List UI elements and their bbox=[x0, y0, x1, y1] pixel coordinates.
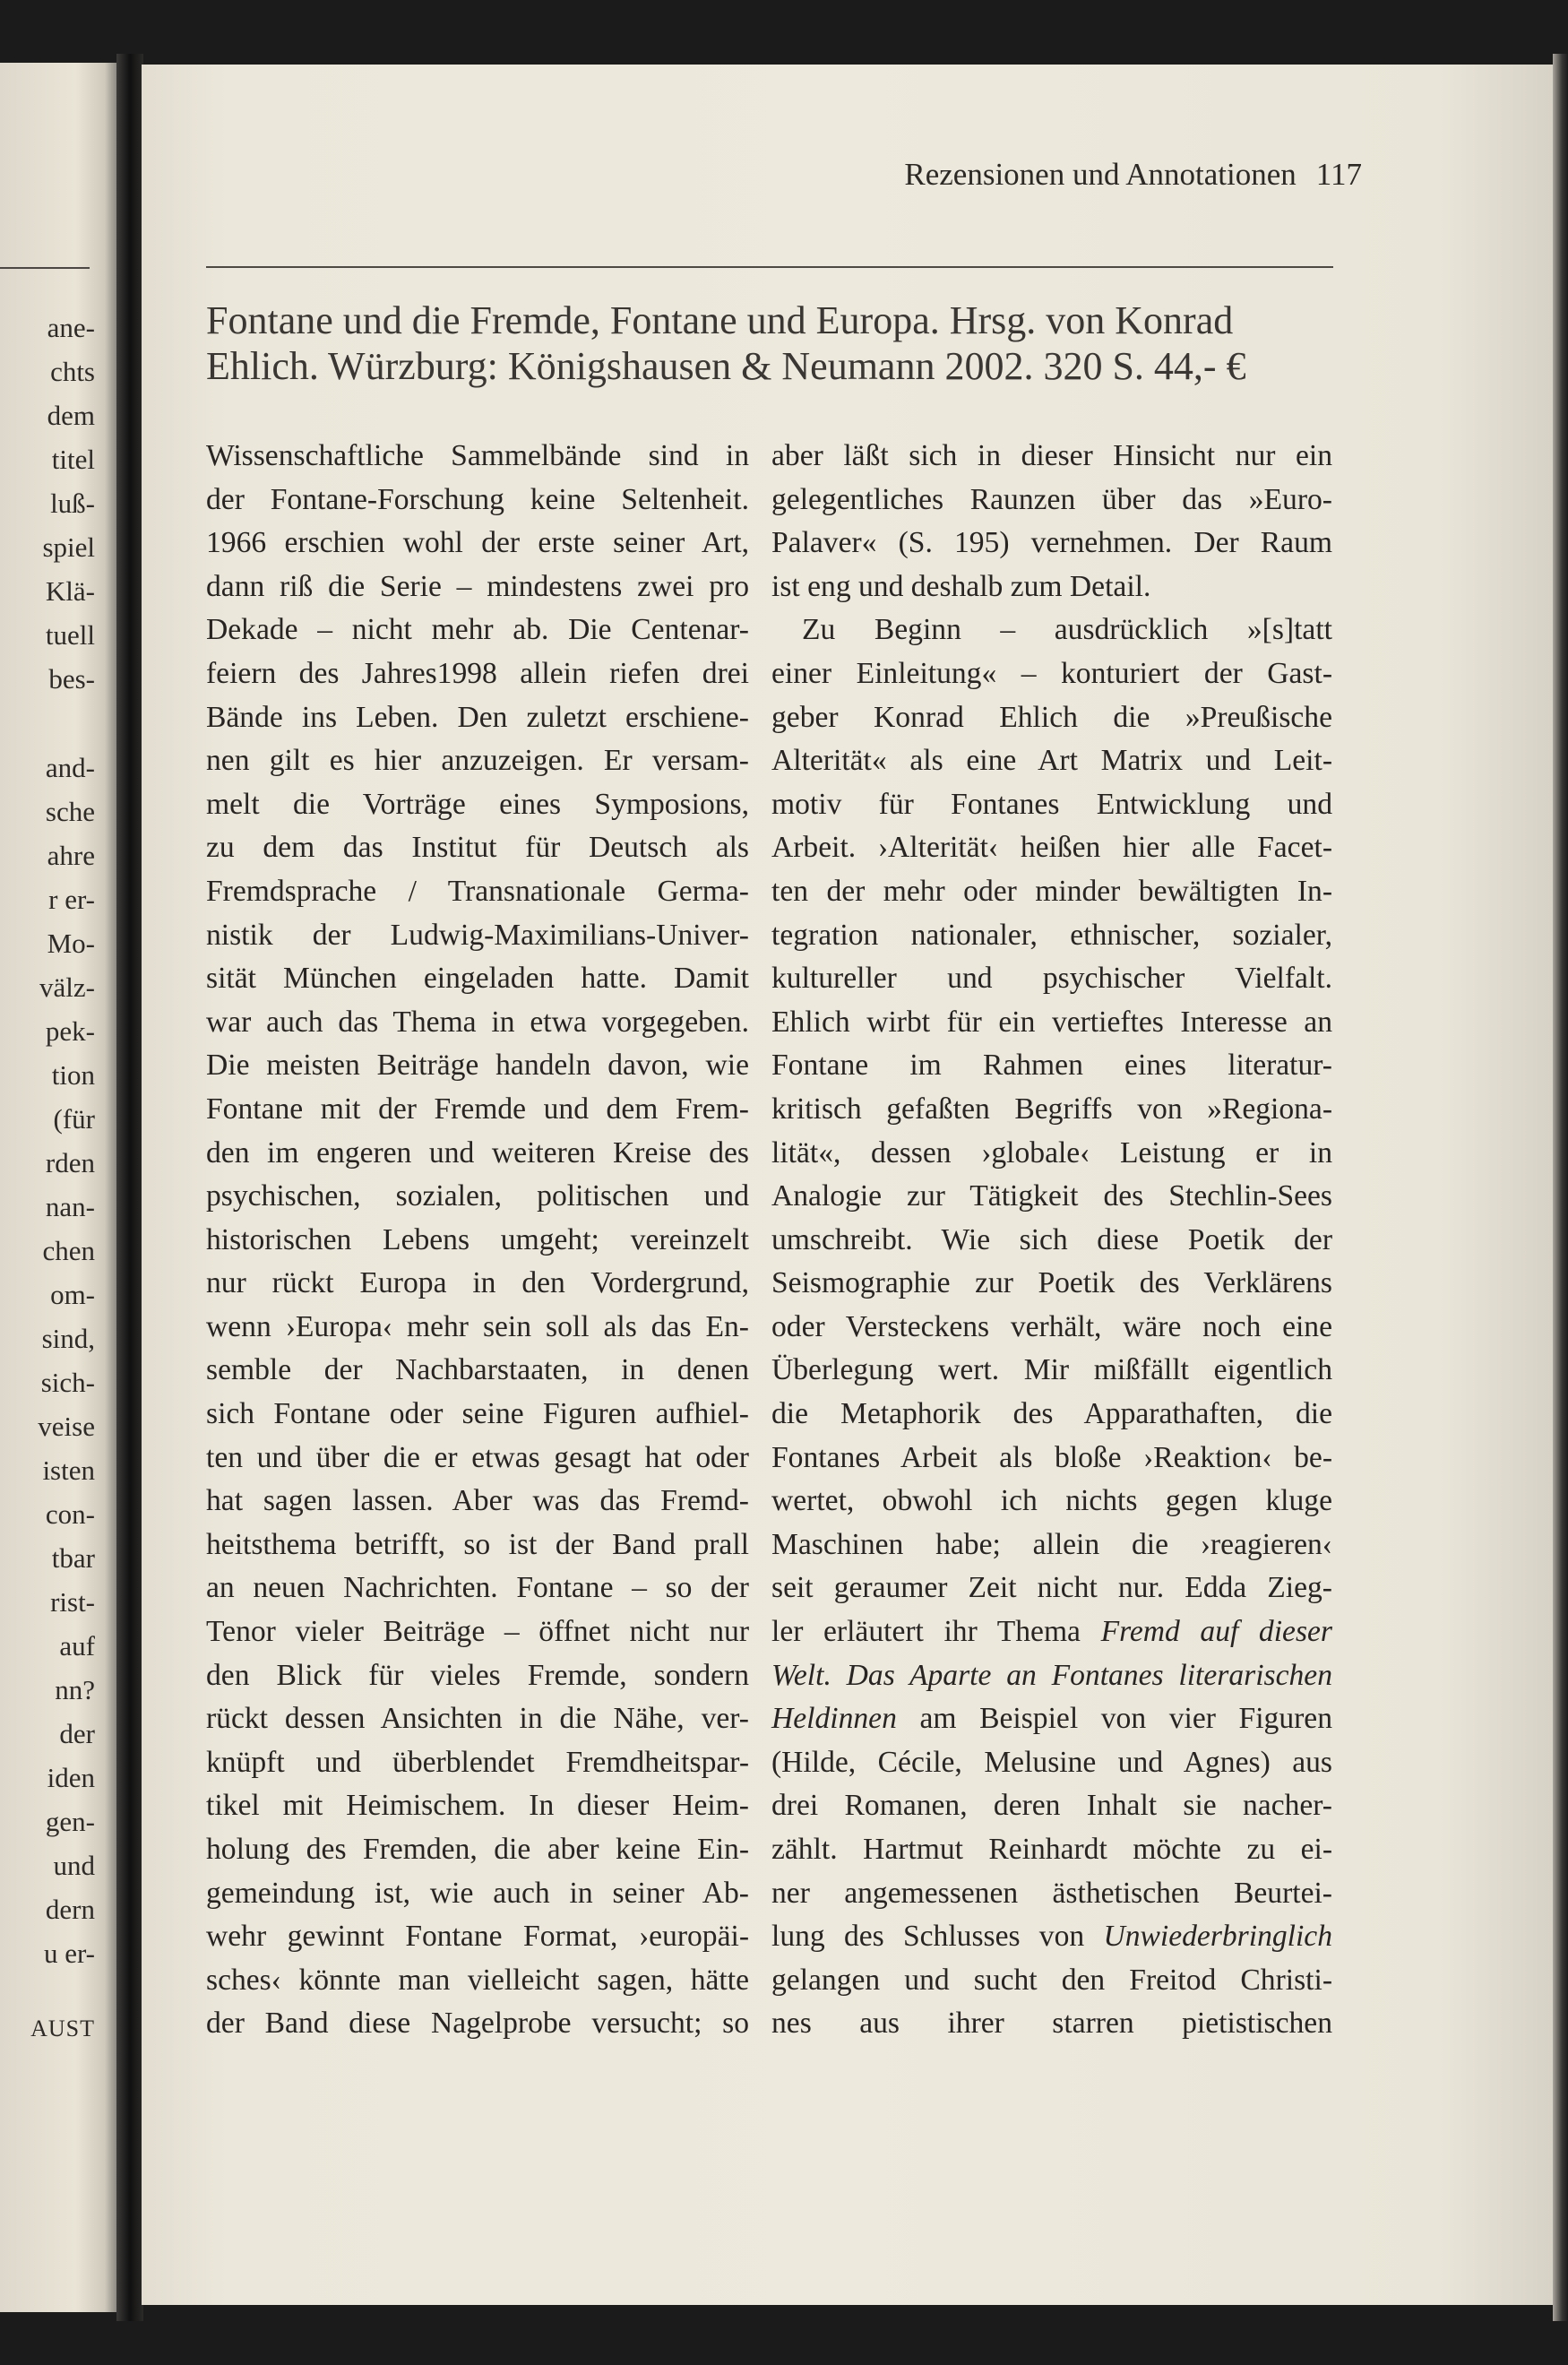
text-line: Dekade – nicht mehr ab. Die Centenar- bbox=[206, 613, 749, 647]
text-line: nes aus ihrer starren pietistischen bbox=[771, 2007, 1332, 2041]
text-line: Fontane mit der Fremde und dem Frem- bbox=[206, 1092, 749, 1126]
left-page-fragment: dem bbox=[47, 400, 95, 431]
text-line: Fontane im Rahmen eines literatur- bbox=[771, 1049, 1332, 1083]
text-line: aber läßt sich in dieser Hinsicht nur ein bbox=[771, 439, 1332, 472]
left-page-fragment: luß- bbox=[50, 488, 95, 519]
text-line: Fremdsprache / Transnationale Germa- bbox=[206, 874, 749, 908]
left-page-fragment: auf bbox=[59, 1630, 95, 1662]
left-page-fragment: pek- bbox=[45, 1015, 95, 1047]
text-line: (Hilde, Cécile, Melusine und Agnes) aus bbox=[771, 1745, 1332, 1779]
text-line: kultureller und psychischer Vielfalt. bbox=[771, 962, 1332, 996]
text-line: sches‹ könnte man vielleicht sagen, hätte bbox=[206, 1963, 749, 1997]
text-line: an neuen Nachrichten. Fontane – so der bbox=[206, 1571, 749, 1605]
book-gutter bbox=[116, 54, 143, 2321]
text-line: zählt. Hartmut Reinhardt möchte zu ei- bbox=[771, 1833, 1332, 1866]
text-line: historischen Lebens umgeht; vereinzelt bbox=[206, 1222, 749, 1256]
left-page-fragment: ahre bbox=[47, 840, 95, 871]
text-line: tegration nationaler, ethnischer, sozialer, bbox=[771, 918, 1332, 952]
text-line: der Band diese Nagelprobe versucht; so bbox=[206, 2007, 749, 2041]
text-line: nistik der Ludwig-Maximilians-Univer- bbox=[206, 918, 749, 952]
text-line: 1966 erschien wohl der erste seiner Art, bbox=[206, 526, 749, 560]
text-line: nur rückt Europa in den Vordergrund, bbox=[206, 1266, 749, 1300]
text-line: ner angemessenen ästhetischen Beurtei- bbox=[771, 1876, 1332, 1910]
text-column-left bbox=[206, 435, 749, 2046]
left-page-fragment: Mo- bbox=[47, 928, 95, 959]
italic-title: Heldinnen bbox=[771, 1702, 897, 1736]
left-page-fragment: u er- bbox=[43, 1938, 95, 1969]
text-line: holung des Fremden, die aber keine Ein- bbox=[206, 1833, 749, 1866]
text-line: sität München eingeladen hatte. Damit bbox=[206, 962, 749, 996]
text-line: ist eng und deshalb zum Detail. bbox=[771, 569, 1151, 603]
text-line: geber Konrad Ehlich die »Preußische bbox=[771, 700, 1332, 734]
text-line: der Fontane-Forschung keine Seltenheit. bbox=[206, 482, 749, 516]
text-line: Bände ins Leben. Den zuletzt erschiene- bbox=[206, 700, 749, 734]
text-line: gelangen und sucht den Freitod Christi- bbox=[771, 1963, 1332, 1997]
text-line: wenn ›Europa‹ mehr sein soll als das En- bbox=[206, 1309, 749, 1343]
text-line: Fontanes Arbeit als bloße ›Reaktion‹ be- bbox=[771, 1440, 1332, 1474]
text-line: feiern des Jahres1998 allein riefen drei bbox=[206, 656, 749, 690]
text-line bbox=[771, 1610, 1332, 1654]
text-line: Wissenschaftliche Sammelbände sind in bbox=[206, 439, 749, 472]
text-line bbox=[771, 1697, 1332, 1741]
running-head-title: Rezensionen und Annotationen bbox=[904, 157, 1297, 192]
left-page-header-rule bbox=[0, 267, 90, 269]
left-page-fragment: sind, bbox=[41, 1323, 95, 1354]
text-line: zu dem das Institut für Deutsch als bbox=[206, 831, 749, 865]
left-page-fragment: nan- bbox=[45, 1191, 95, 1222]
text-line: Arbeit. ›Alterität‹ heißen hier alle Facet- bbox=[771, 831, 1332, 865]
text-line: war auch das Thema in etwa vorgegeben. bbox=[206, 1005, 749, 1039]
left-page-fragment: sche bbox=[45, 796, 95, 827]
left-page-fragment: välz- bbox=[39, 971, 95, 1003]
text-line: tikel mit Heimischem. In dieser Heim- bbox=[206, 1789, 749, 1823]
text-line: rückt dessen Ansichten in die Nähe, ver- bbox=[206, 1702, 749, 1736]
text-line: Ehlich wirbt für ein vertieftes Interesse an bbox=[771, 1005, 1332, 1039]
left-page-edge bbox=[0, 63, 116, 2312]
left-page-fragment: (für bbox=[53, 1103, 95, 1135]
left-page-fragment: ane- bbox=[47, 312, 95, 343]
left-page-fragment: rden bbox=[45, 1147, 95, 1178]
text-line: Analogie zur Tätigkeit des Stechlin-Sees bbox=[771, 1179, 1332, 1213]
text-line: melt die Vorträge eines Symposions, bbox=[206, 787, 749, 821]
text-line: knüpft und überblendet Fremdheitspar- bbox=[206, 1745, 749, 1779]
left-page-fragment: spiel bbox=[42, 531, 95, 563]
left-page-fragment: sich- bbox=[40, 1367, 95, 1398]
text-line: sich Fontane oder seine Figuren aufhiel- bbox=[206, 1397, 749, 1431]
text-line: wertet, obwohl ich nichts gegen kluge bbox=[771, 1484, 1332, 1518]
right-page-edge bbox=[1553, 54, 1568, 2321]
text-line: drei Romanen, deren Inhalt sie nacher- bbox=[771, 1789, 1332, 1823]
left-page-fragment: gen- bbox=[45, 1806, 95, 1837]
left-page-fragment: und bbox=[53, 1850, 95, 1881]
text-line: Tenor vieler Beiträge – öffnet nicht nur bbox=[206, 1615, 749, 1649]
text-line: den im engeren und weiteren Kreise des bbox=[206, 1135, 749, 1170]
running-head bbox=[904, 157, 1362, 193]
text-line: Alterität« als eine Art Matrix und Leit- bbox=[771, 744, 1332, 778]
text-line: wehr gewinnt Fontane Format, ›europäi- bbox=[206, 1920, 749, 1954]
text-line: dann riß die Serie – mindestens zwei pro bbox=[206, 569, 749, 603]
text-line: semble der Nachbarstaaten, in denen bbox=[206, 1353, 749, 1387]
left-page-fragment: tion bbox=[51, 1059, 95, 1091]
text-line: nen gilt es hier anzuzeigen. Er versam- bbox=[206, 744, 749, 778]
left-page-fragment: AUST bbox=[30, 2015, 95, 2041]
text-line: hat sagen lassen. Aber was das Fremd- bbox=[206, 1484, 749, 1518]
italic-title: Welt. Das Aparte an Fontanes literarischen bbox=[771, 1658, 1332, 1692]
text-line: lität«, dessen ›globale‹ Leistung er in bbox=[771, 1135, 1332, 1170]
text-line: Überlegung wert. Mir mißfällt eigentlich bbox=[771, 1353, 1332, 1387]
left-page-fragment: and- bbox=[45, 752, 95, 783]
left-page-fragment: isten bbox=[42, 1454, 95, 1486]
text-line: Maschinen habe; allein die ›reagieren‹ bbox=[771, 1527, 1332, 1561]
text-line: seit geraumer Zeit nicht nur. Edda Zieg- bbox=[771, 1571, 1332, 1605]
text-fragment: am Beispiel von vier Figuren bbox=[919, 1702, 1332, 1736]
text-line: ten und über die er etwas gesagt hat oder bbox=[206, 1440, 749, 1474]
left-page-fragment: tbar bbox=[51, 1542, 95, 1574]
left-page-fragment: dern bbox=[45, 1894, 95, 1925]
text-fragment: ler erläutert ihr Thema bbox=[771, 1615, 1081, 1649]
left-page-fragment: chts bbox=[50, 356, 95, 387]
text-fragment: lung des Schlusses von bbox=[771, 1920, 1085, 1954]
left-page-fragment: veise bbox=[38, 1411, 95, 1442]
review-title bbox=[206, 298, 1344, 389]
left-page-fragment: bes- bbox=[48, 663, 95, 695]
page-number: 117 bbox=[1315, 157, 1362, 192]
text-line bbox=[771, 1915, 1332, 1959]
left-page-fragment: r er- bbox=[48, 884, 95, 915]
text-line: Seismographie zur Poetik des Verklärens bbox=[771, 1266, 1332, 1300]
text-column-right bbox=[771, 435, 1332, 2046]
text-line: den Blick für vieles Fremde, sondern bbox=[206, 1658, 749, 1692]
text-line: ten der mehr oder minder bewältigten In- bbox=[771, 874, 1332, 908]
left-page-fragment: rist- bbox=[50, 1586, 95, 1618]
left-page-fragment: tuell bbox=[45, 619, 95, 651]
text-line: psychischen, sozialen, politischen und bbox=[206, 1179, 749, 1213]
text-line: Zu Beginn – ausdrücklich »[s]tatt bbox=[802, 613, 1332, 647]
italic-title: Unwiederbringlich bbox=[1103, 1920, 1332, 1954]
left-page-fragment: chen bbox=[42, 1235, 95, 1266]
left-page-fragment: con- bbox=[45, 1498, 95, 1530]
text-line: kritisch gefaßten Begriffs von »Regiona- bbox=[771, 1092, 1332, 1126]
left-page-fragment: der bbox=[59, 1718, 95, 1749]
left-page-fragment: iden bbox=[47, 1762, 95, 1793]
italic-title: Fremd auf dieser bbox=[1100, 1615, 1332, 1649]
left-page-fragment: om- bbox=[50, 1279, 95, 1310]
review-title-line: Ehlich. Würzburg: Königshausen & Neumann 2002. 320 S. 44,- € bbox=[206, 344, 1246, 388]
text-line bbox=[771, 1654, 1332, 1698]
review-title-line: Fontane und die Fremde, Fontane und Europa. Hrsg. von Konrad bbox=[206, 298, 1234, 342]
text-line: Die meisten Beiträge handeln davon, wie bbox=[206, 1049, 749, 1083]
left-page-fragment: Klä- bbox=[45, 575, 95, 607]
left-page-fragment: titel bbox=[51, 444, 95, 475]
text-line: umschreibt. Wie sich diese Poetik der bbox=[771, 1222, 1332, 1256]
left-page-fragment: nn? bbox=[55, 1674, 95, 1705]
text-line: die Metaphorik des Apparathaften, die bbox=[771, 1397, 1332, 1431]
text-line: gelegentliches Raunzen über das »Euro- bbox=[771, 482, 1332, 516]
text-line: motiv für Fontanes Entwicklung und bbox=[771, 787, 1332, 821]
text-line: gemeindung ist, wie auch in seiner Ab- bbox=[206, 1876, 749, 1910]
header-rule bbox=[206, 266, 1333, 268]
text-line: Palaver« (S. 195) vernehmen. Der Raum bbox=[771, 526, 1332, 560]
text-line: heitsthema betrifft, so ist der Band prall bbox=[206, 1527, 749, 1561]
text-line: oder Versteckens verhält, wäre noch eine bbox=[771, 1309, 1332, 1343]
text-line: einer Einleitung« – konturiert der Gast- bbox=[771, 656, 1332, 690]
